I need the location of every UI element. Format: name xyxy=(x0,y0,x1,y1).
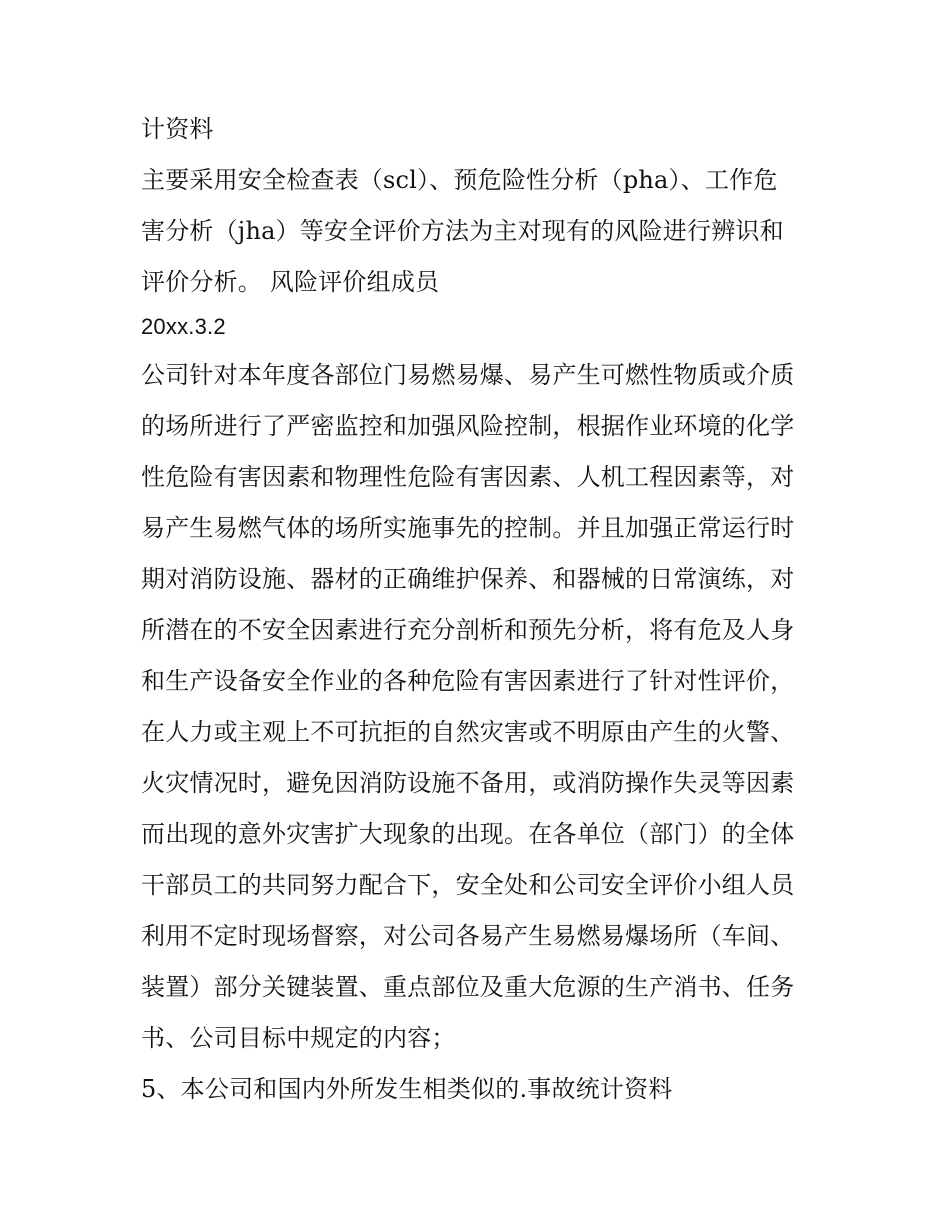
text-line: 公司针对本年度各部位门易燃易爆、易产生可燃性物质或介质 xyxy=(141,361,795,389)
text-block-methods xyxy=(141,155,821,308)
date-text: 20xx.3.2 xyxy=(141,314,226,339)
text-line: 在人力或主观上不可抗拒的自然灾害或不明原由产生的火警、 xyxy=(141,718,795,746)
text-line: 装置）部分关键装置、重点部位及重大危源的生产消书、任务 xyxy=(141,973,795,1001)
text-line: 所潜在的不安全因素进行充分剖析和预先分析，将有危及人身 xyxy=(141,616,795,644)
text-line: 期对消防设施、器材的正确维护保养、和器械的日常演练，对 xyxy=(141,565,795,593)
text-line: 害分析（jha）等安全评价方法为主对现有的风险进行辨识和 xyxy=(141,217,784,245)
text-line: 计资料 xyxy=(141,115,214,143)
text-line: 利用不定时现场督察，对公司各易产生易燃易爆场所（车间、 xyxy=(141,922,795,950)
text-line: 火灾情况时，避免因消防设施不备用，或消防操作失灵等因素 xyxy=(141,769,795,797)
text-line: 性危险有害因素和物理性危险有害因素、人机工程因素等，对 xyxy=(141,463,795,491)
text-block-date xyxy=(141,308,821,346)
text-line: 书、公司目标中规定的内容； xyxy=(141,1024,456,1052)
text-line: 的场所进行了严密监控和加强风险控制，根据作业环境的化学 xyxy=(141,412,795,440)
text-block-body xyxy=(141,350,821,1115)
text-block-intro xyxy=(141,110,821,148)
text-line: 干部员工的共同努力配合下，安全处和公司安全评价小组人员 xyxy=(141,871,795,899)
text-line: 和生产设备安全作业的各种危险有害因素进行了针对性评价， xyxy=(141,667,795,695)
text-line: 评价分析。 风险评价组成员 xyxy=(141,268,440,296)
text-line: 而出现的意外灾害扩大现象的出现。在各单位（部门）的全体 xyxy=(141,820,795,848)
text-line: 主要采用安全检查表（scl）、预危险性分析（pha）、工作危 xyxy=(141,166,778,194)
text-line: 5、本公司和国内外所发生相类似的.事故统计资料 xyxy=(141,1075,673,1103)
text-line: 易产生易燃气体的场所实施事先的控制。并且加强正常运行时 xyxy=(141,514,795,542)
